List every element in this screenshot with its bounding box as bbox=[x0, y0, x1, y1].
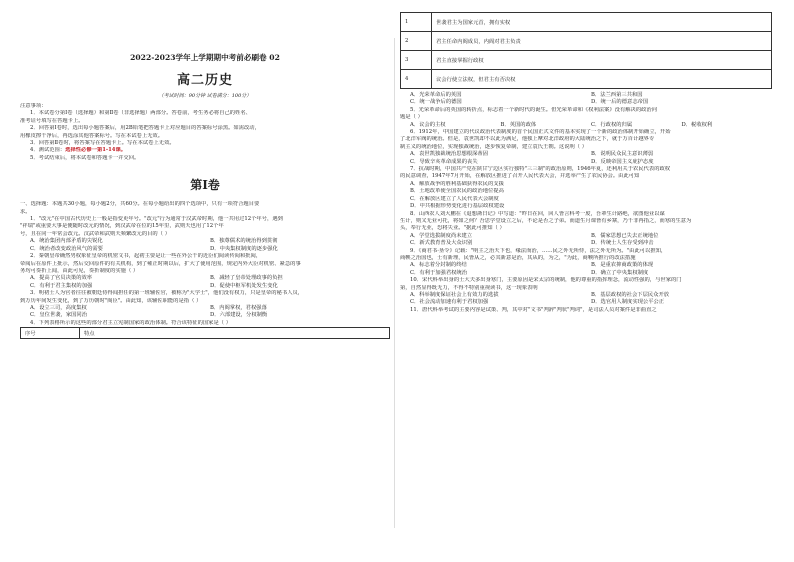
option: A．提高了官员决策的效率 bbox=[30, 275, 93, 282]
option: C．社会流动加速有利于君权加强 bbox=[410, 299, 489, 306]
option: B．是重农抑商政策的体现 bbox=[591, 262, 654, 269]
question-8: 8．山西农人刘大鹏在《退想斋日记》中写道："昨日在回，回人皆言科考一废，吾辈生计路绝，欲图他业以谋 生计，则又无业可托，将如之何？吾思学堂设立之后，不论是否之子弟。而道生月课皆有乡寨，乃千非再指之，而寒的生意为 头，奉行无业，恐将失业。"据此可推知（ ） A．学堂选拔制度尚未建立 B．儒家思想已失去正统地位 C．新式教育普及大众识别 D．传统士人生存受到冲击 bbox=[400, 211, 772, 248]
question-8-options bbox=[400, 233, 772, 248]
question-10: 10．宋代科举出身的士大夫多出身寒门，主要原因是宋太宗的统制，他的尊重的指挥理念，流动性强的，与世家的门 第，自然显得既无力，不得不特别重视读书，这一现象表明 A．科举制度保证社会上有效力的选拔 B．基层政权的社会下层民众开放 C．社会流动加速有利于君权加强 D．选官用人制度实现公平公正 bbox=[400, 277, 772, 307]
scope-value: 选择性必修一第1-14课。 bbox=[65, 147, 127, 154]
question-5-options bbox=[400, 122, 772, 129]
question-7: 7．抗战时期，中国共产党在陕甘宁边区实行独特"三三制"的政治原则，1946年夏，还利用关于农民代表的政权 的民意调查，1947年7月开始，在解放区推进了召开人民代表大会，并选举产生了农民协会。由此可知 A．解放战争的胜利基础获得农民的支援 B．土地改革使全国农民的政治地位提高 C．在解放区建立了人民代表大会制度 D．中共根据形势变化进行基层政权建设 bbox=[400, 166, 772, 210]
notice-line: 用橡皮擦干净后，再选涂其他答案标号。写在本试卷上无效。 bbox=[20, 132, 164, 139]
question-9: 9．《商君书·垦令》记载："明主之治天下也，缘法而治，……民之外无所恃，法之外无所为。"由此可以推知， 商鞅之治国也，士有新理，民皆从之，必其新意是治，其从的，为之，"为此，商鞅所推行的改法措施 A．标志着分封制的终结 B．是重农抑商政策的体现 C．有利于加强君权统治 D．确立了中央集权制度 bbox=[400, 248, 772, 278]
question-1: 1．"改元"在中国古代历史上一般是指变更年号。"改元"行为通常于汉武帝时期，他一共用过12个年号，遇到 "祥瑞"或重要大事是便随时改元的情况，到汉武帝在位的15年里，武则天也用了12个年 号，且在同一年常会改元。汉武帝和武则天频繁改元的目的（ ） A．统治集团内部矛盾的尖锐化 B．独尊儒术的统治得到贯彻 C．统治者改变政治风气的需要 D．中央集权制度的逐步强化 bbox=[20, 216, 390, 253]
option: B．英国的政体 bbox=[500, 121, 537, 128]
option: D．促使中枢军机处发生变化 bbox=[210, 282, 278, 289]
subject-title: 高二历史 bbox=[176, 73, 233, 88]
option: C．导致辛亥革命成果的丧失 bbox=[410, 158, 478, 165]
option: B．儒家思想已失去正统地位 bbox=[591, 232, 659, 239]
exam-paper bbox=[20, 19, 774, 528]
option: C．行政权的归属 bbox=[591, 121, 633, 128]
notice-scope: 4．测试范围：选择性必修一第1-14课。 bbox=[30, 147, 127, 154]
option: D．确立了中央集权制度 bbox=[591, 269, 649, 276]
question-10-options bbox=[400, 292, 772, 307]
option: A．袁世凯独裁统治思想根深蒂固 bbox=[410, 151, 488, 158]
fold-line bbox=[394, 38, 395, 528]
option: C．有利于加强君权统治 bbox=[410, 269, 468, 276]
notice-line: 准考证号填写在答题卡上。 bbox=[20, 117, 84, 124]
right-column bbox=[400, 19, 772, 314]
option: A．学堂选拔制度尚未建立 bbox=[410, 232, 473, 239]
question-5: 5．光荣革命后的英国的转折点，标志着一个新时代的诞生。但光荣革命和《权利法案》没有解决的政治问 题是（ ） A．议会的主权 B．英国的政体 C．行政权的归属 D．税收权利 bbox=[400, 107, 772, 129]
option: A．标志着分封制的终结 bbox=[410, 262, 467, 269]
option: C．有利于君主集权的加强 bbox=[30, 282, 93, 289]
table-header-feature: 特点 bbox=[80, 328, 390, 339]
question-4-table-header bbox=[20, 327, 390, 339]
option: C．统治者改变政治风气的需要 bbox=[30, 245, 103, 252]
question-2: 2．秦朝皇帝确然男权象征皇帝的机密文书，起初主要是让一些在外公干的近臣们阅读传阅和批阅， 帝阅后在原件上批示，然后交回原件的有关机构，到了雍正时期以后，扩大了使用范围，规定内外大臣对机密、紧急的事 务均可奏折上闻，由此可见，奏折制度的实施（ ） A．提高了官员决策的效率 B．减轻了皇帝处理政事的负担 C．有利于君主集权的加强 D．促使中枢军机处发生变化 bbox=[20, 253, 390, 290]
question-3-options bbox=[20, 305, 390, 320]
notice-line: 3．回答第Ⅱ卷时，将答案写在答题卡上。写在本试卷上无效。 bbox=[30, 140, 175, 147]
option: C．在解放区建立了人民代表大会制度 bbox=[410, 195, 499, 202]
option: A．统治集团内部矛盾的尖锐化 bbox=[30, 238, 103, 245]
option: B．说明民众民主意识薄弱 bbox=[591, 151, 654, 158]
option: B．基层政权的社会下层民众开放 bbox=[591, 291, 670, 298]
question-4-options bbox=[400, 92, 772, 107]
option: D．中央集权制度的逐步强化 bbox=[210, 245, 278, 252]
table-row: 3 君主直接掌握行政权 bbox=[401, 51, 772, 70]
question-11: 11．唐代科举考试的主要内容是试策、判，其中对"文书"判辞"判状"判词"，是司法人员对案件是非曲直之 bbox=[410, 306, 657, 313]
question-9-options bbox=[400, 262, 772, 277]
question-4: 4．下列表格所示的这些的部分君主立宪制国家的政治体制。符合该特征的国家是（ ） bbox=[30, 319, 232, 326]
option: D．选官用人制度实现公平公正 bbox=[591, 299, 665, 306]
option: D．六部建设，分权制衡 bbox=[210, 312, 268, 319]
notice-line: 5．考试结束后，将本试卷和答题卡一并交回。 bbox=[30, 154, 140, 161]
question-2-options bbox=[20, 275, 390, 290]
left-column bbox=[20, 38, 390, 339]
question-4-table bbox=[400, 12, 772, 89]
paper-title: 2022-2023学年上学期期中考前必刷卷 02 bbox=[130, 53, 280, 62]
option: D．统一后的德意志帝国 bbox=[591, 99, 649, 106]
option: C．统一战争后的德国 bbox=[410, 99, 462, 106]
section-title: 第Ⅰ卷 bbox=[190, 178, 220, 193]
option: D．税收权利 bbox=[681, 121, 713, 128]
option: B．法兰西第三共和国 bbox=[591, 92, 643, 98]
table-header-index: 序号 bbox=[21, 328, 80, 339]
question-6-options bbox=[400, 151, 772, 166]
option: D．传统士人生存受到冲击 bbox=[591, 240, 654, 247]
table-row: 4 议会行使立法权，但君主有否决权 bbox=[401, 70, 772, 89]
question-6: 6．1912年，中国建立的代议政治代表制度的首个民国正式文件的基本实现了一个新的政治体制开始确立，开始 了北洋军阀的统治。但是，袁世凯却不以此为满足，他独上摩对北洋政府的大陆统治之下，就于万百计越界专 制主义的统治地位，实现独裁统治，逐步恢复帝制，建立袁氏王朝。这说明（ ） A．袁世凯独裁统治思想根深蒂固 B．说明民众民主意识薄弱 C．导致辛亥革命成果的丧失 D．反映帝国主义庇护态度 bbox=[400, 129, 772, 166]
notice-line: 1．本试卷分第Ⅰ卷（选择题）和第Ⅱ卷（非选择题）两部分。答卷前，考生务必将自己的姓名、 bbox=[30, 110, 251, 117]
option: A．议会的主权 bbox=[410, 121, 446, 128]
option: B．减轻了皇帝处理政事的负担 bbox=[210, 275, 283, 282]
question-1-options bbox=[20, 238, 390, 253]
option: D．中共根据形势变化进行基层政权建设 bbox=[410, 203, 505, 210]
question-3: 3．明初士人为官者往往被朝廷侍得闻担任的第一班辅佐官，被称为"大学士"，他们没有权力，只是皇帝的秘书人员， 到万历年间发生变化，到了万历朝时"阁臣"。由此知，该辅佐职能的是指（ ） A．设立三司，高度集权 B．内阁掌权，君权强落 C．皇位世袭，家国同治 D．六部建设，分权制衡 bbox=[20, 290, 390, 320]
option: B．土地改革使全国农民的政治地位提高 bbox=[410, 188, 504, 195]
option: A．解放战争的胜利基础获得农民的支援 bbox=[410, 180, 504, 187]
section-intro: 一、选择题：本题共30小题，每小题2分，共60分。在每小题给出的四个选项中，只有一项符合题目要 bbox=[20, 201, 260, 208]
option: A．设立三司，高度集权 bbox=[30, 304, 87, 311]
notice-title: 注意事项： bbox=[20, 103, 47, 109]
table-row: 1 世袭君主为国家元首，拥有实权 bbox=[401, 13, 772, 32]
section-intro: 求。 bbox=[20, 208, 31, 215]
option: A．科举制度保证社会上有效力的选拔 bbox=[410, 291, 499, 298]
option: B．独尊儒术的统治得到贯彻 bbox=[210, 238, 278, 245]
exam-meta: （考试时间：90分钟 试卷满分：100分） bbox=[158, 93, 252, 99]
notice-line: 2．回答第Ⅰ卷时，选出每小题答案后，用2B铅笔把答题卡上对应题目的答案标号涂黑。如需改动， bbox=[30, 125, 260, 132]
option: D．反映帝国主义庇护态度 bbox=[591, 158, 654, 165]
option: C．皇位世袭，家国同治 bbox=[30, 312, 88, 319]
table-row: 2 君主任命内阁成员，内阁对君主负责 bbox=[401, 32, 772, 51]
option: A．光荣革命后的英国 bbox=[410, 92, 462, 98]
option: C．新式教育普及大众识别 bbox=[410, 240, 473, 247]
option: B．内阁掌权，君权强落 bbox=[210, 304, 267, 311]
